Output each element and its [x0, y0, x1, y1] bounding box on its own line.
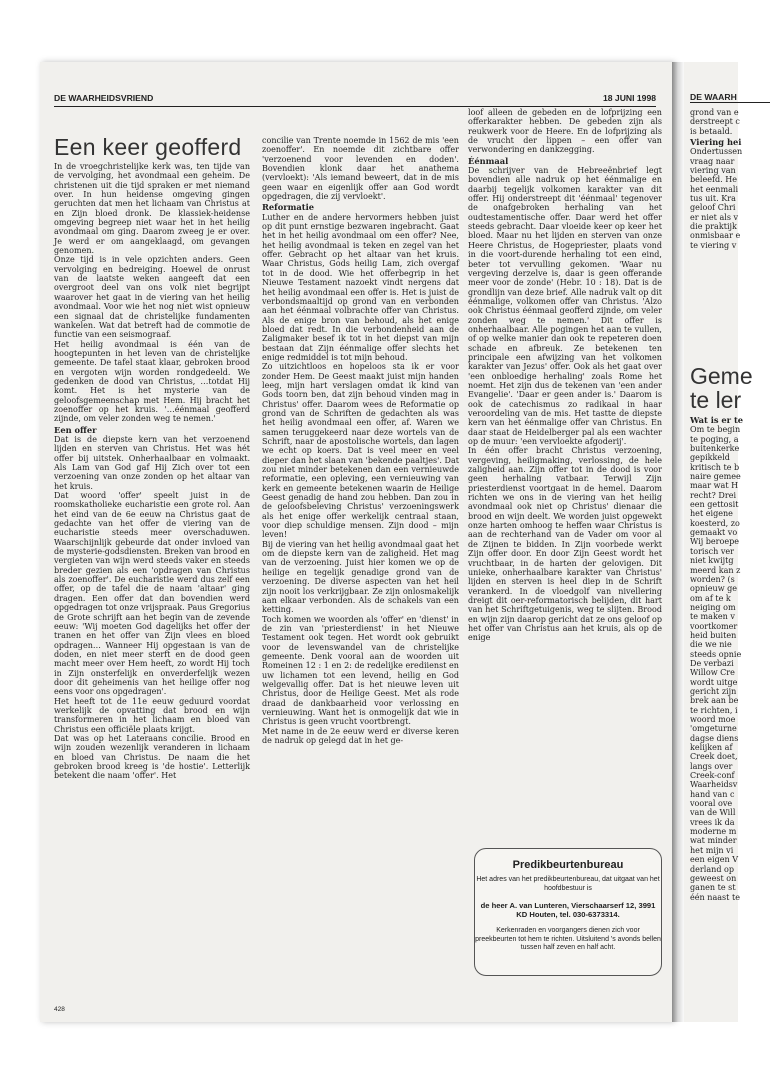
predikbeurtenbureau-box [474, 848, 662, 976]
text-line: ganen te st [690, 883, 736, 893]
paragraph: Het heilig avondmaal is één van de hoogtepunten in het leven van de christelijke gemeente. De tafel staat klaar, gebroken brood en vergoten wijn worden rondgedeeld. We gedenken de dood van Christus, …totdat Hij komt. Het is het mysterie van de geloofsgemeenschap met Hem. Hij bracht het zoenoffer op het kruis. '…éénmaal geofferd zijnde, om veler zonden weg te nemen.' [54, 339, 250, 424]
text-line: die we nie [690, 640, 732, 650]
text-line: Willow Cre [690, 668, 735, 678]
text-line: kelijken af [690, 743, 733, 753]
text-line: hand van c [690, 789, 735, 799]
text-line: voortkomer [690, 621, 738, 631]
section-heading: Reformatie [262, 202, 315, 213]
text-line: onmisbaar e [690, 231, 741, 241]
text-line: worden? (s [690, 574, 735, 584]
box-address: de heer A. van Lunteren, Vierschaarserf 12, 3991 KD Houten, tel. 030-6373314. [480, 901, 656, 920]
paragraph: Bij de viering van het heilig avondmaal gaat het om de diepste kern van de zaligheid. Het mag van de verzoening. Juist hier komen we op de heilige en tegelijk genadige grond van de verzoening. De diverse aspecten van het heil zijn nooit los verkrijgbaar. Ze zijn onlosmakelijk aan elkaar verbonden. Als de schakels van een ketting. [262, 539, 459, 615]
section-heading: Éénmaal [468, 155, 509, 166]
text-line: gericht zijn [690, 686, 737, 696]
text-line: grond van e [690, 108, 739, 117]
article-title: Een keer geofferd [54, 134, 242, 160]
section-heading: Viering hei [690, 137, 742, 148]
paragraph: In één offer bracht Christus verzoening, vergeving, heiligmaking, verlossing, de hele zaligheid aan. Zijn offer tot in de dood is voor geen herhaling vatbaar. Terwijl Zijn priesterdienst voortgaat in de hemel. Daarom richten we ons in de viering van het heilig avondmaal ook niet op Christus' dienaar die brood en wijn deelt. We worden juist opgewekt onze harten omhoog te heffen waar Christus is aan de rechterhand van de Vader om voor al de Zijnen te bidden. In Zijn voorbede werkt Zijn offer door. En door Zijn Geest wordt het vruchtbaar, in de harten der gelovigen. Dit unieke, onherhaalbare karakter van Christus' lijden en sterven is heel diep in de Schrift verankerd. In de vloedgolf van nivellering dreigt dit oer-reformatorisch belijden, dit hart van het Schriftgetuigenis, weg te slijten. Brood en wijn zijn daarop gericht dat ze ons geloof op het offer van Christus aan het kruis, als op de enige [468, 446, 662, 643]
paragraph: Dat was op het Lateraans concilie. Brood en wijn zouden wezenlijk veranderen in lichaam en bloed van Christus. De naam die het gebroken brood kreeg is 'de hostie'. Letterlijk betekent die naam 'offer'. Het [54, 733, 250, 781]
text-line: te maken v [690, 612, 735, 622]
text-line: het mijn vi [690, 845, 734, 855]
page-gutter [672, 62, 684, 1022]
text-line: brek aan be [690, 696, 739, 706]
text-line: viering van [690, 166, 736, 176]
text-line: die praktijk [690, 222, 737, 232]
text-line: wat minder [690, 836, 737, 846]
next-page-header: DE WAARH [690, 92, 770, 103]
text-line: tus uit. Kra [690, 194, 736, 204]
text-line: vrees ik da [690, 817, 735, 827]
text-line: heid buiten [690, 630, 737, 640]
page-header [54, 92, 656, 107]
paragraph: Zo uitzichtloos en hopeloos sta ik er voor zonder Hem. De Geest maakt juist mijn handen leeg, mijn hart verslagen omdat ik kind van Gods toorn ben, dat zijn behoud vinden mag in Christus' offer. Daarom wees de Reformatie op grond van de Schriften de gedachten als was het heilig avondmaal een offer, af. Waren we samen teruggekeerd naar deze wortels van de Schrift, naar de apostolische wortels, dan lagen we echt op koers. Dat is veel meer en veel dieper dan het slaan van 'bekende paaltjes'. Dat zou niet minder betekenen dan een vernieuwde reformatie, een opleving, een vernieuwing van kerk en gemeente betekenen waarin de Heilige Geest genadig de hand zou hebben. Dan zou in de geloofsbeleving Christus' verzoeningswerk als het enige offer werkelijk centraal staan, voor diep schuldige mensen. Zijn dood – mijn leven! [262, 362, 459, 540]
paragraph: Dat is de diepste kern van het verzoenend lijden en sterven van Christus. Het was hét offer bij uitstek. Onherhaalbaar en volmaakt. Als Lam van God gaf Hij Zich over tot een verzoening van onze zonden op het altaar van het kruis. [54, 434, 250, 491]
text-line: recht? Drei [690, 490, 737, 500]
text-line: niet kwijtg [690, 556, 734, 566]
left-page [40, 62, 673, 1022]
box-note: Kerkenraden en voorgangers dienen zich voor preekbeurten tot hem te richten. Uitsluitend 's avonds bellen tussen half zeven en half acht. [475, 927, 661, 952]
paragraph: In de vroegchristelijke kerk was, ten tijde van de vervolging, het avondmaal een geheim. De christenen uit die tijd spraken er met niemand over. In hun heidense omgeving gingen geruchten dat men het lichaam van Christus at en Zijn bloed dronk. De klassiek-heidense omgeving begreep niet waar het in het heilig avondmaal om ging. Daarom zweeg je er over. Je werd er om aangeklaagd, om gevangen genomen. [54, 162, 250, 256]
next-page-column-bottom [690, 414, 770, 902]
text-line: De verbazi [690, 658, 734, 668]
text-line: het eenmali [690, 184, 739, 194]
publication-name: DE WAARHEIDSVRIEND [54, 93, 154, 103]
text-line: er niet als v [690, 212, 739, 222]
text-line: te viering v [690, 240, 737, 250]
text-line: te richten, i [690, 705, 738, 715]
paragraph: loof alleen de gebeden en de lofprijzing een offerkarakter hebben. De gebeden zijn als reukwerk voor de Heere. En de lofprijzing als de vrucht der lippen – een offer van verwondering en dankzegging. [468, 108, 662, 155]
text-line: buitenkerke [690, 444, 740, 454]
paragraph: Onze tijd is in vele opzichten anders. Geen vervolging en bedreiging. Hoewel de onrust van de laatste weken aangeeft dat een overgroot deel van ons volk niet begrijpt waarover het gaat in de viering van het heilig avondmaal. Voor wie het nog niet wist opnieuw een signaal dat de christelijke fundamenten wankelen. Wat dat betreft had de commotie de functie van een seismograaf. [54, 255, 250, 340]
text-line: van de Will [690, 808, 736, 818]
text-line: is betaald. [690, 126, 733, 136]
next-page-title-line-1: Geme [690, 363, 753, 389]
text-line: langs over [690, 761, 733, 771]
text-line: Om te begin [690, 425, 741, 435]
text-line: meerd kan z [690, 565, 741, 575]
text-line: gepikkeld [690, 453, 730, 463]
text-line: woord moe [690, 715, 736, 724]
text-line: één naast te [690, 892, 740, 902]
text-line: Creek-conf [690, 771, 735, 781]
article-column-1 [54, 162, 250, 781]
text-line: dagse diens [690, 733, 739, 743]
text-line: geloof Chri [690, 203, 736, 213]
section-heading: Wat is er te [690, 415, 744, 425]
text-line: derstreept c [690, 117, 740, 127]
text-line: moderne m [690, 827, 737, 837]
text-line: 'omgeturne [690, 724, 737, 734]
text-line: gemaakt vo [690, 528, 738, 538]
text-line: vraag naar [690, 156, 735, 166]
text-line: derland op [690, 864, 735, 874]
text-line: beleefd. He [690, 175, 738, 185]
paragraph: De schrijver van de Hebreeënbrief legt bovendien alle nadruk op het éénmalige en daarbij tegelijk volkomen karakter van dit offer. Hij onderstreept dit 'éénmaal' tegenover de onafgebroken herhaling van het oudtestamentische offer. Daar werd het offer steeds gebracht. Daar vloeide keer op keer het bloed. Maar nu het lijden en sterven van onze Heere Christus, de Hogepriester, plaats vond in die voort-durende herhaling tot een eind, beter tot vervulling gekomen. 'Waar nu vergeving derzelve is, daar is geen offerande meer voor de zonde' (Hebr. 10 : 18). Dat is de grondlijn van deze brief. Alle nadruk valt op dit éénmalige, volkomen offer van Christus. 'Alzo ook Christus éénmaal geofferd zijnde, om veler zonden weg te nemen.' Dit offer is onherhaalbaar. Alle pogingen het aan te vullen, of op welke manier dan ook te repeteren doen schade en afbreuk. Ze betekenen ten principale een afwijzing van het volkomen karakter van Jezus' offer. Ook als het gaat over 'een onbloedige herhaling' zoals Rome het noemt. Het zijn dus de tekenen van 'een ander Evangelie'. 'Daar er geen ander is.' Daarom is ook de catechismus zo radikaal in haar veroordeling van de mis. Het tastte de diepste kern van het éénmalige offer van Christus. En daar staat de Heidelberger pal als een wachter op de muur: 'een vervloekte afgoderij'. [468, 166, 662, 447]
paragraph: Het heeft tot de 11e eeuw geduurd voordat werkelijk de opvatting dat brood en wijn transformeren in het lichaam en bloed van Christus een officiële plaats krijgt. [54, 696, 250, 734]
text-line: geweest on [690, 873, 737, 883]
next-page-title-line-2: te ler [690, 387, 742, 413]
text-line: steeds opnie [690, 649, 742, 659]
text-line: het eigene [690, 509, 733, 519]
paragraph: Luther en de andere hervormers hebben juist op dit punt ernstige bezwaren ingebracht. Gaat het in het heilig avondmaal om een offer? Nee, het heilig avondmaal is teken en zegel van het offer. Gebracht op het altaar van het kruis. Waar Christus, Gods heilig Lam, zich overgaf tot in de dood. Wie het offerbegrip in het Nieuwe Testament nazoekt vindt nergens dat het heilig avondmaal een offer is. Het is juist de verbondsmaaltijd op grond van en verbonden aan het éénmaal volbrachte offer van Christus. Als de enige bron van behoud, als het enige bloed dat redt. In die verbondenheid aan de Zaligmaker besef ik tot in het diepst van mijn bestaan dat Zijn éénmalige offer slechts het enige redmiddel is tot mijn behoud. [262, 212, 459, 362]
paragraph: Met name in de 2e eeuw werd er diverse keren de nadruk op gelegd dat in het ge- [262, 726, 459, 745]
text-line: wordt uitge [690, 677, 738, 687]
text-line: te poging, a [690, 434, 739, 444]
text-line: naire gemee [690, 472, 741, 482]
paragraph: concilie van Trente noemde in 1562 de mis 'een zoenoffer'. En noemde dit zichtbare offer 'verzoenend voor levenden en doden'. Bovendien klonk daar het anathema (vervloekt): 'Als iemand beweert, dat in de mis geen waar en eigenlijk offer aan God wordt opgedragen, die zij vervloekt'. [262, 136, 459, 202]
text-line: kritisch te b [690, 462, 740, 472]
text-line: Wij beroepe [690, 537, 740, 547]
text-line: Waarheidsv [690, 780, 738, 790]
text-line: torisch ver [690, 546, 735, 556]
text-line: om af te k [690, 593, 731, 603]
text-line: Ondertussen [690, 147, 743, 157]
text-line: een gettosit [690, 500, 739, 510]
text-line: vooral ove [690, 799, 733, 809]
next-page-title [690, 364, 753, 412]
article-column-3 [468, 108, 662, 643]
next-page [684, 62, 753, 1022]
next-page-column-top [690, 108, 770, 250]
text-line: neiging om [690, 602, 736, 612]
paragraph: Dat woord 'offer' speelt juist in de roomskatholieke eucharistie een grote rol. Aan het eind van de 6e eeuw na Christus gaat de gedachte van het offer de viering van de eucharistie steeds meer overschaduwen. Waarschijnlijk gebeurde dat onder invloed van de mysterie-godsdiensten. Breken van brood en vergieten van wijn werd steeds vaker en steeds breder gezien als een 'opdragen van Christus als zoenoffer'. De eucharistie werd dus zelf een offer, op de tafel die de naam 'altaar' ging dragen. Een offer dat dan bovendien werd opgedragen tot onze vrijspraak. Paus Gregorius de Grote schrijft aan het begin van de zevende eeuw: 'Wij moeten God dagelijks het offer der tranen en het offer van Zijn vlees en bloed opdragen… Wanneer Hij opgestaan is van de doden, en niet meer sterft en de dood geen macht meer over Hem heeft, zo wordt Hij toch in Zijn onsterfelijk en onverderfelijk wezen door dit geheimenis van het heilige offer nog eens voor ons opgedragen'. [54, 491, 250, 697]
page-number: 428 [54, 1006, 65, 1013]
box-lead: Het adres van het predikbeurtenbureau, dat uitgaat van het hoofdbestuur is [476, 876, 660, 892]
section-heading: Een offer [54, 424, 97, 435]
text-line: een eigen V [690, 855, 739, 865]
box-title: Predikbeurtenbureau [512, 859, 624, 871]
text-line: maar wat H [690, 481, 739, 491]
text-line: koesterd, zo [690, 518, 740, 528]
text-line: Creek doet, [690, 752, 738, 762]
text-line: opnieuw ge [690, 584, 738, 594]
article-column-2 [262, 136, 459, 745]
paragraph: Toch komen we woorden als 'offer' en 'dienst' in de zin van 'priesterdienst' in het Nieuwe Testament ook tegen. Het wordt ook gebruikt voor de levenswandel van de christelijke gemeente. Denk vooral aan de woorden uit Romeinen 12 : 1 en 2: de redelijke erediienst en uw lichamen tot een levend, heilig en God welgevallig offer. Dat is het nieuwe leven uit Christus, door de Heilige Geest. Met als rode draad de dankbaarheid voor verlossing en vernieuwing. Want het is onmogelijk dat wie in Christus is geen vrucht voortbrengt. [262, 614, 459, 727]
issue-date: 18 JUNI 1998 [602, 93, 656, 103]
